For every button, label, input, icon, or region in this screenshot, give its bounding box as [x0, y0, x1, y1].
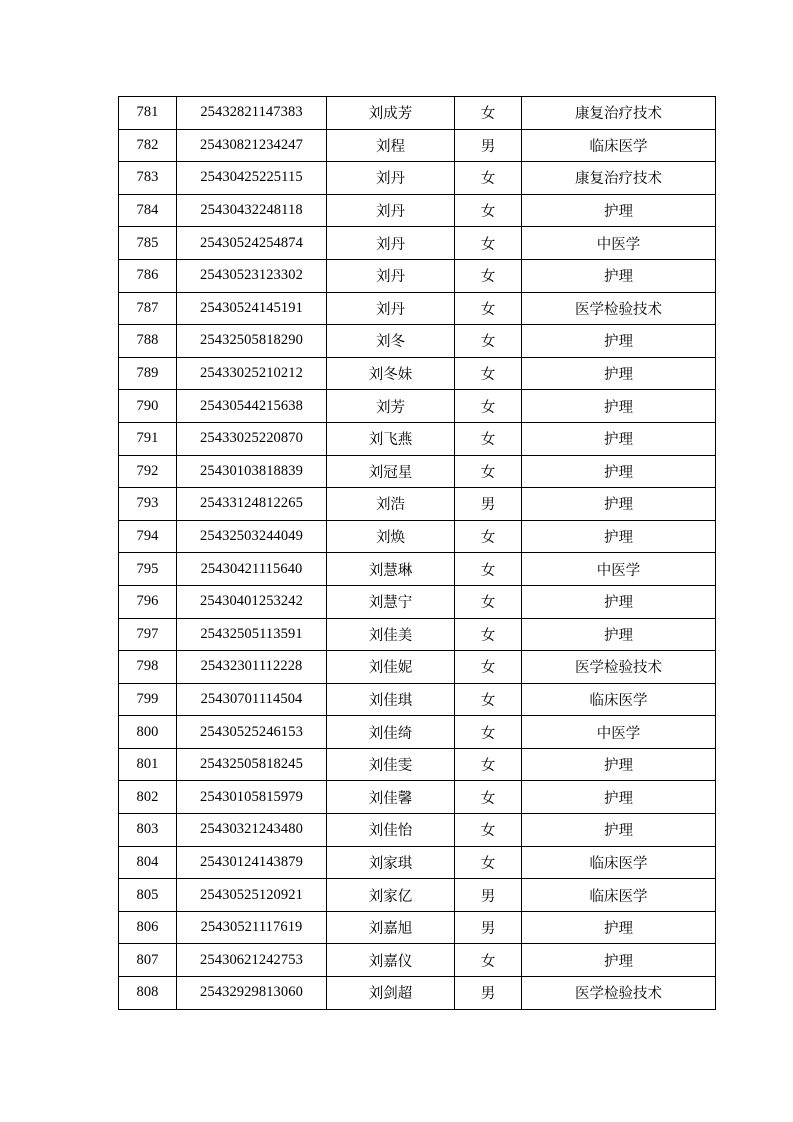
gender-cell: 女	[455, 618, 522, 651]
gender-cell: 女	[455, 716, 522, 749]
table-row	[119, 683, 716, 716]
table-row	[119, 520, 716, 553]
name-cell: 刘丹	[327, 259, 455, 292]
row-number-cell: 797	[119, 618, 177, 651]
gender-cell: 女	[455, 683, 522, 716]
exam-id-cell: 25430821234247	[177, 129, 327, 162]
major-cell: 护理	[522, 748, 716, 781]
exam-id-cell: 25433124812265	[177, 488, 327, 521]
row-number-cell: 784	[119, 194, 177, 227]
major-cell: 护理	[522, 488, 716, 521]
gender-cell: 女	[455, 357, 522, 390]
name-cell: 刘佳馨	[327, 781, 455, 814]
name-cell: 刘佳妮	[327, 651, 455, 684]
exam-id-cell: 25430401253242	[177, 585, 327, 618]
major-cell: 护理	[522, 944, 716, 977]
gender-cell: 女	[455, 944, 522, 977]
row-number-cell: 799	[119, 683, 177, 716]
table-row	[119, 227, 716, 260]
gender-cell: 女	[455, 846, 522, 879]
exam-id-cell: 25432505113591	[177, 618, 327, 651]
row-number-cell: 800	[119, 716, 177, 749]
exam-id-cell: 25430321243480	[177, 814, 327, 847]
major-cell: 医学检验技术	[522, 651, 716, 684]
row-number-cell: 781	[119, 97, 177, 130]
row-number-cell: 805	[119, 879, 177, 912]
exam-id-cell: 25433025210212	[177, 357, 327, 390]
name-cell: 刘焕	[327, 520, 455, 553]
exam-id-cell: 25432503244049	[177, 520, 327, 553]
table-row	[119, 814, 716, 847]
major-cell: 临床医学	[522, 683, 716, 716]
name-cell: 刘佳美	[327, 618, 455, 651]
exam-id-cell: 25430701114504	[177, 683, 327, 716]
gender-cell: 女	[455, 259, 522, 292]
row-number-cell: 796	[119, 585, 177, 618]
major-cell: 临床医学	[522, 879, 716, 912]
gender-cell: 女	[455, 162, 522, 195]
major-cell: 中医学	[522, 553, 716, 586]
exam-id-cell: 25430523123302	[177, 259, 327, 292]
table-row	[119, 911, 716, 944]
name-cell: 刘慧宁	[327, 585, 455, 618]
exam-id-cell: 25430524145191	[177, 292, 327, 325]
major-cell: 临床医学	[522, 846, 716, 879]
gender-cell: 女	[455, 520, 522, 553]
table-row	[119, 585, 716, 618]
table-row	[119, 716, 716, 749]
row-number-cell: 790	[119, 390, 177, 423]
gender-cell: 男	[455, 977, 522, 1010]
exam-id-cell: 25430124143879	[177, 846, 327, 879]
exam-id-cell: 25432301112228	[177, 651, 327, 684]
gender-cell: 女	[455, 455, 522, 488]
exam-id-cell: 25430432248118	[177, 194, 327, 227]
major-cell: 护理	[522, 357, 716, 390]
table-row	[119, 618, 716, 651]
row-number-cell: 807	[119, 944, 177, 977]
table-row	[119, 357, 716, 390]
row-number-cell: 792	[119, 455, 177, 488]
table-row	[119, 553, 716, 586]
row-number-cell: 782	[119, 129, 177, 162]
row-number-cell: 785	[119, 227, 177, 260]
row-number-cell: 786	[119, 259, 177, 292]
row-number-cell: 795	[119, 553, 177, 586]
name-cell: 刘佳雯	[327, 748, 455, 781]
major-cell: 护理	[522, 455, 716, 488]
table-row	[119, 129, 716, 162]
table-row	[119, 422, 716, 455]
major-cell: 护理	[522, 390, 716, 423]
name-cell: 刘程	[327, 129, 455, 162]
exam-id-cell: 25430421115640	[177, 553, 327, 586]
gender-cell: 女	[455, 194, 522, 227]
row-number-cell: 802	[119, 781, 177, 814]
row-number-cell: 803	[119, 814, 177, 847]
major-cell: 中医学	[522, 227, 716, 260]
exam-id-cell: 25430105815979	[177, 781, 327, 814]
row-number-cell: 798	[119, 651, 177, 684]
exam-id-cell: 25430425225115	[177, 162, 327, 195]
table-row	[119, 879, 716, 912]
row-number-cell: 783	[119, 162, 177, 195]
gender-cell: 男	[455, 488, 522, 521]
gender-cell: 女	[455, 553, 522, 586]
major-cell: 护理	[522, 781, 716, 814]
major-cell: 康复治疗技术	[522, 162, 716, 195]
table-row	[119, 325, 716, 358]
gender-cell: 女	[455, 422, 522, 455]
gender-cell: 女	[455, 585, 522, 618]
gender-cell: 男	[455, 879, 522, 912]
gender-cell: 女	[455, 292, 522, 325]
row-number-cell: 806	[119, 911, 177, 944]
name-cell: 刘佳琪	[327, 683, 455, 716]
major-cell: 医学检验技术	[522, 292, 716, 325]
table-row	[119, 259, 716, 292]
table-row	[119, 944, 716, 977]
exam-id-cell: 25432505818290	[177, 325, 327, 358]
gender-cell: 女	[455, 227, 522, 260]
row-number-cell: 793	[119, 488, 177, 521]
table-row	[119, 846, 716, 879]
name-cell: 刘丹	[327, 194, 455, 227]
name-cell: 刘佳绮	[327, 716, 455, 749]
name-cell: 刘成芳	[327, 97, 455, 130]
major-cell: 中医学	[522, 716, 716, 749]
name-cell: 刘丹	[327, 227, 455, 260]
exam-id-cell: 25430521117619	[177, 911, 327, 944]
gender-cell: 男	[455, 129, 522, 162]
name-cell: 刘冠星	[327, 455, 455, 488]
roster-table-body	[119, 97, 716, 1010]
exam-id-cell: 25430525246153	[177, 716, 327, 749]
major-cell: 护理	[522, 618, 716, 651]
gender-cell: 女	[455, 651, 522, 684]
gender-cell: 女	[455, 97, 522, 130]
name-cell: 刘家琪	[327, 846, 455, 879]
major-cell: 护理	[522, 520, 716, 553]
gender-cell: 女	[455, 814, 522, 847]
row-number-cell: 789	[119, 357, 177, 390]
exam-id-cell: 25432821147383	[177, 97, 327, 130]
roster-sheet	[118, 96, 715, 1010]
major-cell: 护理	[522, 585, 716, 618]
name-cell: 刘飞燕	[327, 422, 455, 455]
exam-id-cell: 25432505818245	[177, 748, 327, 781]
major-cell: 护理	[522, 911, 716, 944]
exam-id-cell: 25432929813060	[177, 977, 327, 1010]
name-cell: 刘嘉旭	[327, 911, 455, 944]
major-cell: 护理	[522, 814, 716, 847]
major-cell: 康复治疗技术	[522, 97, 716, 130]
exam-id-cell: 25430103818839	[177, 455, 327, 488]
row-number-cell: 794	[119, 520, 177, 553]
row-number-cell: 791	[119, 422, 177, 455]
name-cell: 刘丹	[327, 292, 455, 325]
major-cell: 医学检验技术	[522, 977, 716, 1010]
name-cell: 刘嘉仪	[327, 944, 455, 977]
gender-cell: 男	[455, 911, 522, 944]
row-number-cell: 808	[119, 977, 177, 1010]
table-row	[119, 390, 716, 423]
major-cell: 护理	[522, 422, 716, 455]
table-row	[119, 488, 716, 521]
table-row	[119, 97, 716, 130]
major-cell: 护理	[522, 259, 716, 292]
name-cell: 刘慧琳	[327, 553, 455, 586]
exam-id-cell: 25433025220870	[177, 422, 327, 455]
row-number-cell: 804	[119, 846, 177, 879]
table-row	[119, 292, 716, 325]
table-row	[119, 977, 716, 1010]
name-cell: 刘浩	[327, 488, 455, 521]
exam-id-cell: 25430524254874	[177, 227, 327, 260]
exam-id-cell: 25430621242753	[177, 944, 327, 977]
name-cell: 刘家亿	[327, 879, 455, 912]
row-number-cell: 801	[119, 748, 177, 781]
row-number-cell: 787	[119, 292, 177, 325]
exam-id-cell: 25430544215638	[177, 390, 327, 423]
major-cell: 护理	[522, 194, 716, 227]
gender-cell: 女	[455, 390, 522, 423]
name-cell: 刘佳怡	[327, 814, 455, 847]
name-cell: 刘丹	[327, 162, 455, 195]
gender-cell: 女	[455, 748, 522, 781]
gender-cell: 女	[455, 781, 522, 814]
table-row	[119, 651, 716, 684]
table-row	[119, 455, 716, 488]
table-row	[119, 781, 716, 814]
name-cell: 刘剑超	[327, 977, 455, 1010]
row-number-cell: 788	[119, 325, 177, 358]
table-row	[119, 194, 716, 227]
name-cell: 刘冬	[327, 325, 455, 358]
table-row	[119, 162, 716, 195]
name-cell: 刘芳	[327, 390, 455, 423]
exam-id-cell: 25430525120921	[177, 879, 327, 912]
name-cell: 刘冬妹	[327, 357, 455, 390]
roster-table	[118, 96, 716, 1010]
major-cell: 护理	[522, 325, 716, 358]
major-cell: 临床医学	[522, 129, 716, 162]
table-row	[119, 748, 716, 781]
gender-cell: 女	[455, 325, 522, 358]
